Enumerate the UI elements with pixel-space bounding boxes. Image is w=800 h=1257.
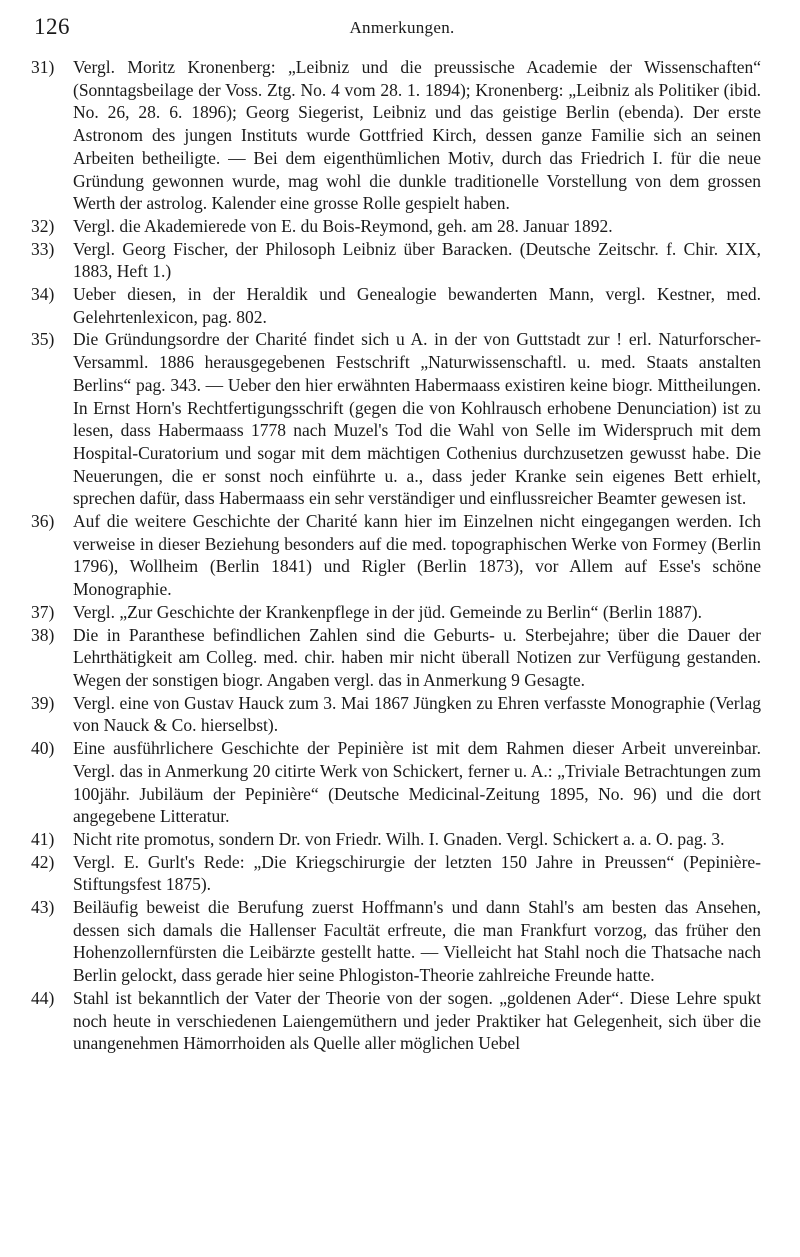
endnote-text: Auf die weitere Geschichte der Charité kann hier im Einzelnen nicht eingegangen werden. Ich verweise in dieser Beziehung besonders auf die med. topographischen Werke von Formey (Berlin 1796), Wollheim (Berlin 1841) und Rigler (Berlin 1873), vor Allem auf Esse's schöne Monographie. bbox=[73, 511, 761, 600]
endnote-text: Vergl. Georg Fischer, der Philosoph Leibniz über Baracken. (Deutsche Zeitschr. f. Chir. XIX, 1883, Heft 1.) bbox=[73, 238, 761, 282]
endnote bbox=[31, 283, 761, 328]
endnote-text: Vergl. „Zur Geschichte der Krankenpflege in der jüd. Gemeinde zu Berlin“ (Berlin 1887). bbox=[73, 601, 702, 622]
endnote-number: 38) bbox=[31, 624, 55, 645]
endnote bbox=[31, 987, 761, 1055]
endnote-number: 43) bbox=[31, 897, 55, 918]
endnote-text: Stahl ist bekanntlich der Vater der Theorie von der sogen. „goldenen Ader“. Diese Lehre spukt noch heute in verschiedenen Laiengemüthern und jeder Praktiker hat Gelegenheit, sich über die unangenehmen Hämorrhoiden als Quelle aller möglichen Uebel bbox=[73, 987, 761, 1054]
endnote-number: 44) bbox=[31, 987, 55, 1008]
endnote-number: 37) bbox=[31, 601, 55, 622]
endnote-number: 42) bbox=[31, 851, 55, 872]
endnote-text: Die in Paranthese befindlichen Zahlen sind die Geburts- u. Sterbejahre; über die Dauer der Lehrthätigkeit am Colleg. med. chir. haben mir nicht überall Notizen zur Verfügung gestanden. Wegen der sonstigen biogr. Angaben vergl. das in Anmerkung 9 Gesagte. bbox=[73, 624, 761, 690]
endnotes-list bbox=[31, 56, 761, 1055]
endnote-number: 36) bbox=[31, 511, 55, 532]
endnote-number: 31) bbox=[31, 57, 55, 77]
endnote-number: 34) bbox=[31, 284, 55, 305]
endnote-text: Vergl. E. Gurlt's Rede: „Die Kriegschirurgie der letzten 150 Jahre in Preussen“ (Pepinière-Stiftungsfest 1875). bbox=[73, 851, 761, 895]
endnote-text: Eine ausführlichere Geschichte der Pepinière ist mit dem Rahmen dieser Arbeit unvereinbar. Vergl. das in Anmerkung 20 citirte Werk von Schickert, ferner u. A.: „Triviale Betrachtungen zum 100jähr. Jubiläum der Pepinière“ (Deutsche Medicinal-Zeitung 1895, No. 96) und die dort angegebene Litteratur. bbox=[73, 738, 761, 827]
endnote bbox=[31, 624, 761, 692]
endnote-text: Die Gründungsordre der Charité findet sich u A. in der von Guttstadt zur ! erl. Naturforscher-Versamml. 1886 herausgegebenen Festschrift „Naturwissenschaftl. u. med. Staats anstalten Berlins“ pag. 343. — Ueber den hier erwähnten Habermaass existiren keine biogr. Mittheilungen. In Ernst Horn's Rechtfertigungsschrift (gegen die von Kohlrausch erhobene Denunciation) ist zu lesen, dass Habermaass 1778 nach Muzel's Tod die Wahl von Selle im Widerspruch mit dem Hospital-Curatorium und sogar mit dem mächtigen Cothenius durchzusetzen gewusst habe. Die Neuerungen, die er sonst noch einführte u. a., dass jeder Kranke sein eigenes Bett erhielt, sprechen dafür, dass Habermaass ein sehr verständiger und einflussreicher Beamter gewesen ist. bbox=[73, 329, 761, 509]
endnote-number: 41) bbox=[31, 828, 55, 849]
endnote-text: Beiläufig beweist die Berufung zuerst Hoffmann's und dann Stahl's am besten das Ansehen, dessen sich damals die Hallenser Facultät erfreute, die man Frankfurt vorzog, das früher den Hohenzollernfürsten die Leibärzte gestellt hatte. — Vielleicht hat Stahl noch die Thatsache nach Berlin gelockt, dass gerade hier seine Phlogiston-Theorie zahlreiche Freunde hatte. bbox=[73, 897, 761, 986]
endnote-number: 39) bbox=[31, 692, 55, 713]
endnote-number: 35) bbox=[31, 329, 55, 350]
endnote bbox=[31, 601, 761, 624]
endnote bbox=[31, 328, 761, 510]
endnote-text: Nicht rite promotus, sondern Dr. von Friedr. Wilh. I. Gnaden. Vergl. Schickert a. a. O. pag. 3. bbox=[73, 828, 725, 849]
endnote bbox=[31, 56, 761, 215]
endnote bbox=[31, 692, 761, 737]
endnote bbox=[31, 851, 761, 896]
endnote bbox=[31, 238, 761, 283]
endnote bbox=[31, 510, 761, 601]
page-number: 126 bbox=[34, 14, 70, 39]
endnote-text: Vergl. die Akademierede von E. du Bois-Reymond, geh. am 28. Januar 1892. bbox=[73, 215, 613, 236]
endnote bbox=[31, 215, 761, 238]
endnote-text: Vergl. eine von Gustav Hauck zum 3. Mai 1867 Jüngken zu Ehren verfasste Monographie (Verlag von Nauck & Co. hierselbst). bbox=[73, 692, 761, 736]
endnote-text: Ueber diesen, in der Heraldik und Genealogie bewanderten Mann, vergl. Kestner, med. Gelehrtenlexicon, pag. 802. bbox=[73, 284, 761, 327]
running-head: Anmerkungen. bbox=[349, 18, 455, 37]
endnote bbox=[31, 737, 761, 828]
endnote-number: 32) bbox=[31, 215, 55, 236]
endnote bbox=[31, 828, 761, 851]
endnote bbox=[31, 896, 761, 987]
endnote-number: 40) bbox=[31, 738, 55, 759]
endnote-text: Vergl. Moritz Kronenberg: „Leibniz und die preussische Academie der Wissenschaften“ (Sonntagsbeilage der Voss. Ztg. No. 4 vom 28. 1. 1894); Kronenberg: „Leibniz als Politiker (ibid. No. 26, 28. 6. 1896); Georg Siegerist, Leibniz und das geistige Berlin (ebenda). Der erste Astronom des jungen Instituts wurde Gottfried Kirch, dessen ganze Familie sich an seinen Arbeiten betheiligte. — Bei dem eigenthümlichen Motiv, durch das Friedrich I. für die neue Gründung gewonnen wurde, mag wohl die dunkle traditionelle Vorstellung von dem grossen Werth der astrolog. Kalender eine grosse Rolle gespielt haben. bbox=[73, 57, 761, 214]
endnote-number: 33) bbox=[31, 238, 55, 259]
page-header bbox=[34, 14, 770, 48]
